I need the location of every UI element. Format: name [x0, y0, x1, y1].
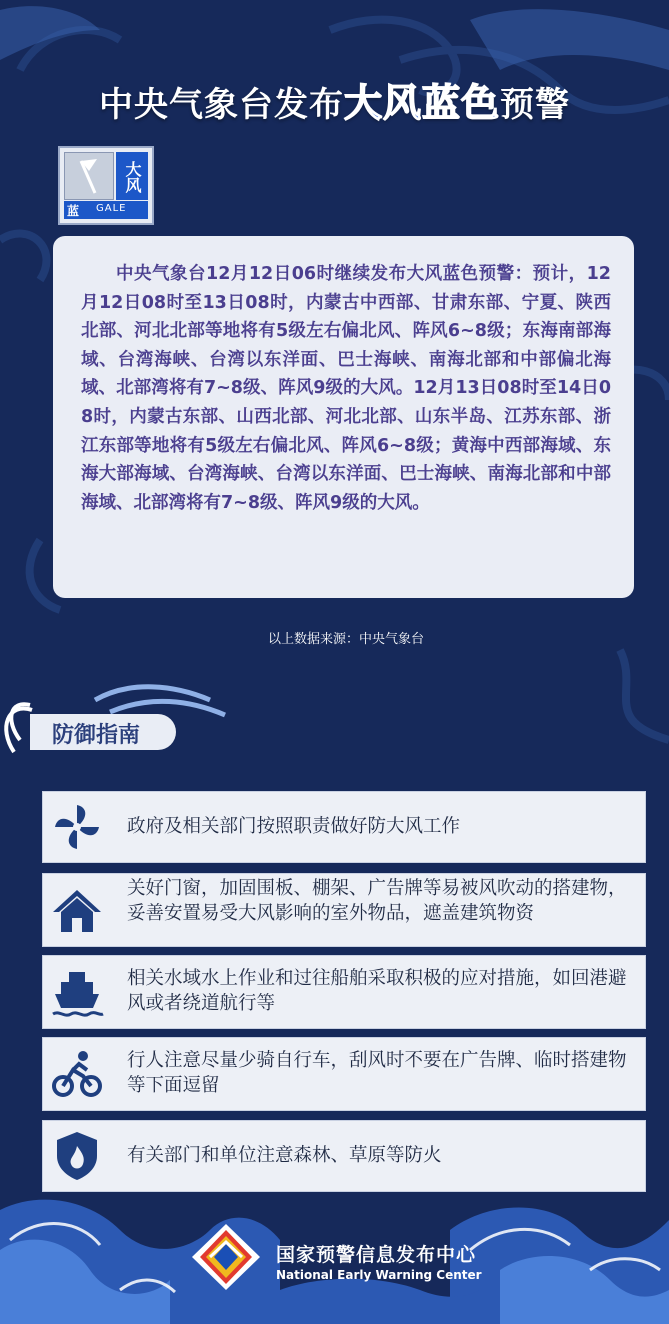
cyclist-icon	[49, 1046, 105, 1102]
wind-flag-icon	[64, 152, 114, 200]
bulletin-text: 中央气象台12月12日06时继续发布大风蓝色预警：预计，12月12日08时至13日08时，内蒙古中西部、甘肃东部、宁夏、陕西北部、河北北部等地将有5级左右偏北风、阵风6~8级；东海南部海域、台湾海峡、台湾以东洋面、巴士海峡、南海北部和中部偏北海域、北部湾将有7~8级、阵风9级的大风。12月13日08时至14日08时，内蒙古东部、山西北部、河北北部、山东半岛、江苏东部、浙江东部等地将有5级左右偏北风、阵风6~8级；黄海中西部海域、东海大部海域、台湾海峡、台湾以东洋面、巴士海峡、南海北部和中部海域、北部湾将有7~8级、阵风9级的大风。	[81, 264, 611, 513]
title-prefix: 中央气象台发布	[98, 85, 344, 125]
guide-item-text: 相关水域水上作业和过往船舶采取积极的应对措施，如回港避风或者绕道航行等	[127, 968, 627, 1014]
bulletin-card	[53, 236, 634, 598]
warning-badge	[58, 146, 154, 225]
title-suffix: 预警	[500, 85, 570, 125]
house-icon	[49, 882, 105, 938]
data-source: 以上数据来源：中央气象台	[267, 632, 424, 647]
guide-item	[42, 791, 646, 863]
fire-shield-icon	[49, 1128, 105, 1184]
guide-item-text: 有关部门和单位注意森林、草原等防火	[127, 1145, 442, 1166]
guide-item	[42, 1120, 646, 1192]
guide-item-text: 行人注意尽量少骑自行车，刮风时不要在广告牌、临时搭建物等下面逗留	[127, 1050, 627, 1096]
early-warning-center-logo	[190, 1222, 262, 1292]
ship-icon	[49, 964, 105, 1020]
guide-item	[42, 955, 646, 1029]
guide-item-text: 政府及相关部门按照职责做好防大风工作	[127, 816, 461, 837]
footer-org-zh: 国家预警信息发布中心	[276, 1244, 477, 1266]
windmill-icon	[49, 799, 105, 855]
guide-item	[42, 873, 646, 947]
guide-section-header	[0, 712, 178, 752]
guide-item-text: 关好门窗，加固围板、棚架、广告牌等易被风吹动的搭建物，妥善安置易受大风影响的室外物品，遮盖建筑物资	[127, 878, 627, 924]
badge-type-label: 大风	[116, 152, 148, 200]
badge-bottom	[64, 201, 148, 219]
guide-title: 防御指南	[52, 723, 141, 748]
badge-level-label: 蓝	[67, 204, 80, 218]
guide-item	[42, 1037, 646, 1111]
footer-org-en: National Early Warning Center	[276, 1268, 482, 1282]
page-title	[0, 72, 669, 127]
title-highlight: 大风蓝色	[343, 81, 500, 125]
badge-en-label: GALE	[96, 203, 127, 214]
